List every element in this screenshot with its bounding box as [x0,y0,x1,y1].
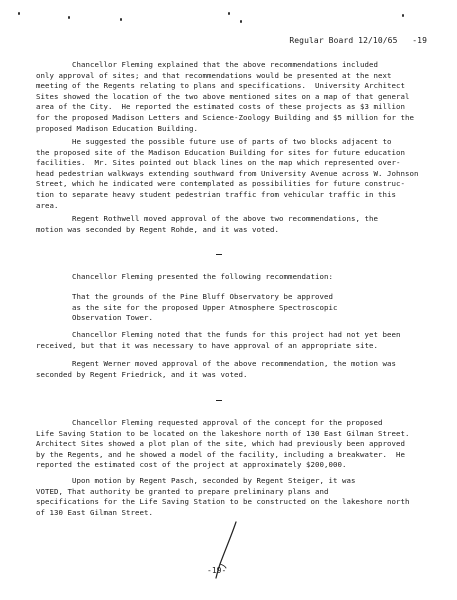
page-number: -19- [207,566,227,575]
scan-speck [240,20,242,23]
paragraph-funds-note: Chancellor Fleming noted that the funds for this project had not yet been received, but that it was necessary to have approval of an appropriate site. [36,330,401,350]
paragraph-pasch-motion-voted: Upon motion by Regent Pasch, seconded by Regent Steiger, it was VOTED, That authority be granted to prepare preliminary plans and specifications for the Life Saving Station to be constructed on the lakeshore north of 130 East Gilman Street. [36,476,410,517]
page-header: Regular Board 12/10/65 -19 [289,36,427,45]
paragraph-site-approval-explanation: Chancellor Fleming explained that the above recommendations included only approval of sites; and that recommendations would be presented at the next meeting of the Regents relating to plans and specifications. University Architect Sites showed the location of the two above mentioned sites on a map of that general area of the City. He reported the estimated costs of these projects as $3 million for the proposed Madison Letters and Science-Zoology Building and $5 million for the proposed Madison Education Building. [36,60,414,133]
recommendation-pine-bluff: That the grounds of the Pine Bluff Observatory be approved as the site for the proposed Upper Atmosphere Spectroscopic Observation Tower. [71,292,338,323]
section-separator [216,400,222,401]
scan-speck [18,12,20,15]
scan-speck [68,16,70,19]
scan-speck [402,14,404,17]
scan-speck [228,12,230,15]
scan-speck [120,18,122,21]
paragraph-werner-motion: Regent Werner moved approval of the above recommendation, the motion was seconded by Regent Friedrick, and it was voted. [36,359,396,379]
section-separator [216,254,222,255]
paragraph-rothwell-motion: Regent Rothwell moved approval of the above two recommendations, the motion was seconded by Regent Rohde, and it was voted. [36,214,378,234]
paragraph-fleming-presents: Chancellor Fleming presented the following recommendation: [36,272,333,281]
paragraph-walkways-suggestion: He suggested the possible future use of parts of two blocks adjacent to the proposed site of the Madison Education Building for sites for future education facilities. Mr. Sites pointed out black lines on the map which represented over- head pedestrian walkways extending southward from University Avenue across W. Johnson Street, which he indicated were contemplated as possibilities for future construc- tion to separate heavy student pedestrian traffic from vehicular traffic in this area. [36,137,419,210]
paragraph-life-saving-station: Chancellor Fleming requested approval of the concept for the proposed Life Saving Station to be located on the lakeshore north of 130 East Gilman Street. Architect Sites showed a plot plan of the site, which had previously been approved by the Regents, and he showed a model of the facility, including a breakwater. He reported the estimated cost of the project at approximately $200,000. [36,418,410,470]
